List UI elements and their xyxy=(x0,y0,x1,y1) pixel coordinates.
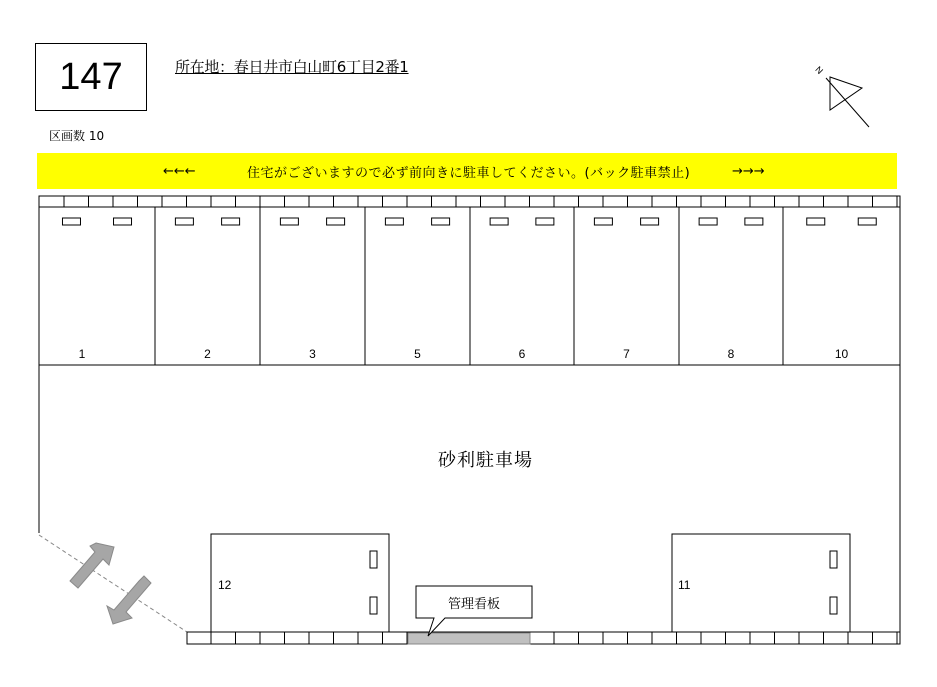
space-number: 10 xyxy=(834,347,849,361)
gravel-lot-label: 砂利駐車場 xyxy=(438,450,533,471)
wheel-stop xyxy=(641,218,659,225)
space-number: 6 xyxy=(518,347,526,361)
wheel-stop xyxy=(222,218,240,225)
parking-space-12 xyxy=(211,534,389,632)
fence-rail xyxy=(39,196,900,207)
wheel-stop xyxy=(370,551,377,568)
wheel-stop xyxy=(807,218,825,225)
bottom-fence xyxy=(187,632,900,644)
wheel-stop xyxy=(385,218,403,225)
wheel-stop xyxy=(830,551,837,568)
wheel-stop xyxy=(490,218,508,225)
wheel-stop xyxy=(699,218,717,225)
space-numbers xyxy=(79,347,849,361)
wheel-stop xyxy=(62,218,80,225)
banner-message: 住宅がございますので必ず前向きに駐車してください。(バック駐車禁止) xyxy=(247,165,691,181)
banner-arrows-right: →→→ xyxy=(732,163,765,179)
wheel-stop xyxy=(370,597,377,614)
space-number: 8 xyxy=(727,347,735,361)
wheel-stops xyxy=(62,218,876,225)
north-arrow-icon xyxy=(813,64,869,127)
wheel-stop xyxy=(327,218,345,225)
space-number: 7 xyxy=(623,347,630,361)
wheel-stop xyxy=(858,218,876,225)
wheel-stop xyxy=(830,597,837,614)
entrance-arrow-out-icon xyxy=(107,576,151,624)
north-label: N xyxy=(813,64,826,77)
sign-label: 管理看板 xyxy=(447,596,500,612)
space-number-12: 12 xyxy=(218,578,232,592)
wheel-stop xyxy=(432,218,450,225)
fence-rail xyxy=(187,632,900,644)
wheel-stop xyxy=(594,218,612,225)
wheel-stop xyxy=(114,218,132,225)
top-fence xyxy=(39,196,900,207)
space-number: 2 xyxy=(204,347,211,361)
entrance-arrow-in-icon xyxy=(70,543,114,588)
address-text: 所在地：春日井市白山町6丁目2番1 xyxy=(175,58,409,76)
parking-space-11 xyxy=(672,534,850,632)
space-number-11: 11 xyxy=(678,578,691,592)
space-number: 3 xyxy=(309,347,316,361)
wheel-stop xyxy=(175,218,193,225)
space-number: 1 xyxy=(78,347,86,361)
space-dividers xyxy=(155,207,783,365)
wheel-stop xyxy=(280,218,298,225)
lot-count-text: 区画数 10 xyxy=(49,129,105,143)
sign-location-bar xyxy=(408,633,530,644)
space-number: 5 xyxy=(414,347,421,361)
banner-arrows-left: ←←← xyxy=(163,163,196,179)
wheel-stop xyxy=(536,218,554,225)
lot-number: 147 xyxy=(59,55,123,98)
wheel-stop xyxy=(745,218,763,225)
